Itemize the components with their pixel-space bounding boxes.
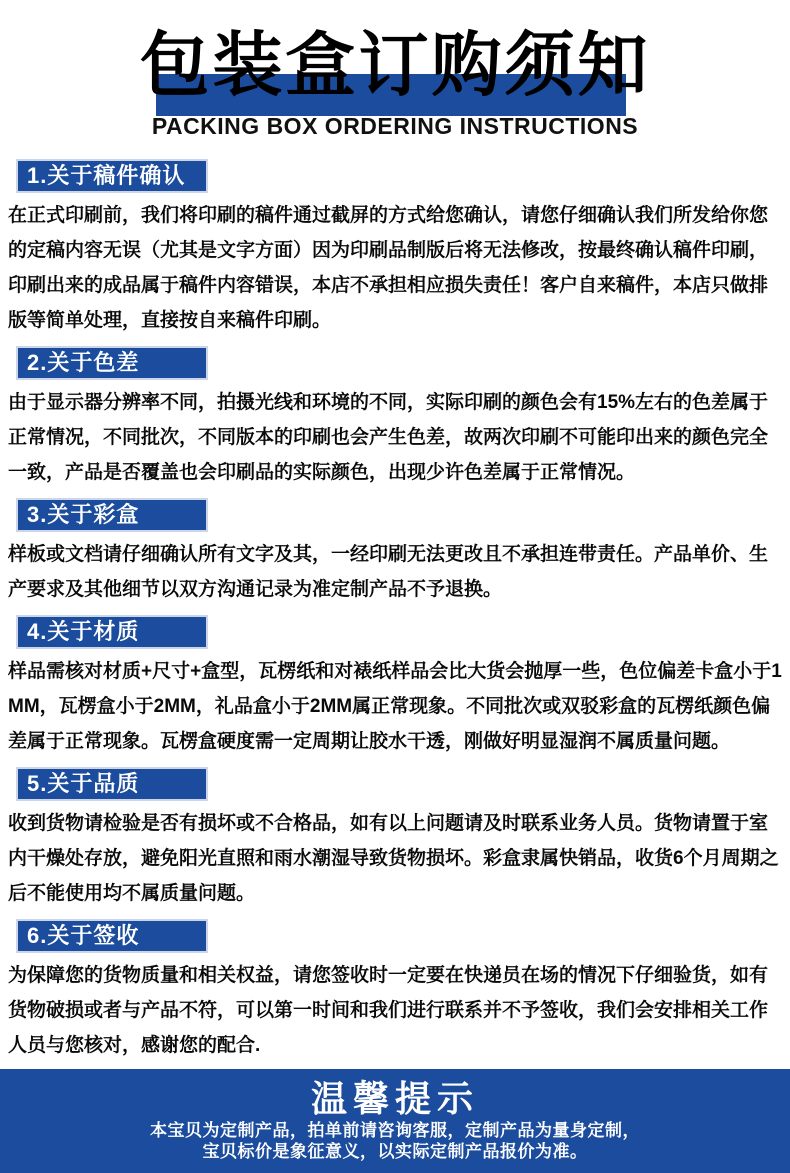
section-body: 为保障您的货物质量和相关权益，请您签收时一定要在快递员在场的情况下仔细验货，如有货物破损或者与产品不符，可以第一时间和我们进行联系并不予签收，我们会安排相关工作人员与您核对，感谢您的配合. (8, 965, 769, 1056)
section-heading: 2.关于色差 (16, 346, 208, 380)
section-color-box (0, 498, 790, 607)
section-heading: 5.关于品质 (16, 767, 208, 801)
footer-warm-tips (0, 1069, 790, 1173)
section-body: 由于显示器分辨率不同，拍摄光线和环境的不同，实际印刷的颜色会有15%左右的色差属于正常情况，不同批次，不同版本的印刷也会产生色差，故两次印刷不可能印出来的颜色完全一致，产品是否覆盖也会印刷品的实际颜色，出现少许色差属于正常情况。 (8, 392, 769, 483)
section-body: 收到货物请检验是否有损坏或不合格品，如有以上问题请及时联系业务人员。货物请置于室内干燥处存放，避免阳光直照和雨水潮湿导致货物损坏。彩盒隶属快销品，收货6个月周期之后不能使用均不属质量问题。 (8, 813, 779, 904)
page-title: 包装盒订购须知 (139, 26, 651, 104)
section-manuscript-confirmation (0, 159, 790, 338)
sections-container (0, 159, 790, 1063)
section-sign-for-receipt (0, 919, 790, 1063)
section-heading: 6.关于签收 (16, 919, 208, 953)
section-heading: 1.关于稿件确认 (16, 159, 208, 193)
section-heading: 3.关于彩盒 (16, 498, 208, 532)
section-material (0, 615, 790, 759)
header (0, 0, 790, 150)
footer-note-line1: 本宝贝为定制产品，拍单前请咨询客服，定制产品为量身定制， (150, 1121, 640, 1140)
section-body: 样板或文档请仔细确认所有文字及其，一经印刷无法更改且不承担连带责任。产品单价、生产要求及其他细节以双方沟通记录为准定制产品不予退换。 (8, 544, 769, 600)
section-quality (0, 767, 790, 911)
section-heading: 4.关于材质 (16, 615, 208, 649)
footer-note-line2: 宝贝标价是象征意义，以实际定制产品报价为准。 (202, 1142, 588, 1161)
section-body: 在正式印刷前，我们将印刷的稿件通过截屏的方式给您确认，请您仔细确认我们所发给你您的定稿内容无误（尤其是文字方面）因为印刷品制版后将无法修改，按最终确认稿件印刷，印刷出来的成品属于稿件内容错误，本店不承担相应损失责任！客户自来稿件，本店只做排版等简单处理，直接按自来稿件印刷。 (8, 205, 769, 331)
footer-title: 温馨提示 (310, 1078, 479, 1119)
page-subtitle: PACKING BOX ORDERING INSTRUCTIONS (151, 113, 639, 139)
section-color-difference (0, 346, 790, 490)
section-body: 样品需核对材质+尺寸+盒型，瓦楞纸和对裱纸样品会比大货会抛厚一些，色位偏差卡盒小于1MM，瓦楞盒小于2MM，礼品盒小于2MM属正常现象。不同批次或双驳彩盒的瓦楞纸颜色偏差属于正常现象。瓦楞盒硬度需一定周期让胶水干透，刚做好明显湿润不属质量问题。 (8, 661, 782, 752)
